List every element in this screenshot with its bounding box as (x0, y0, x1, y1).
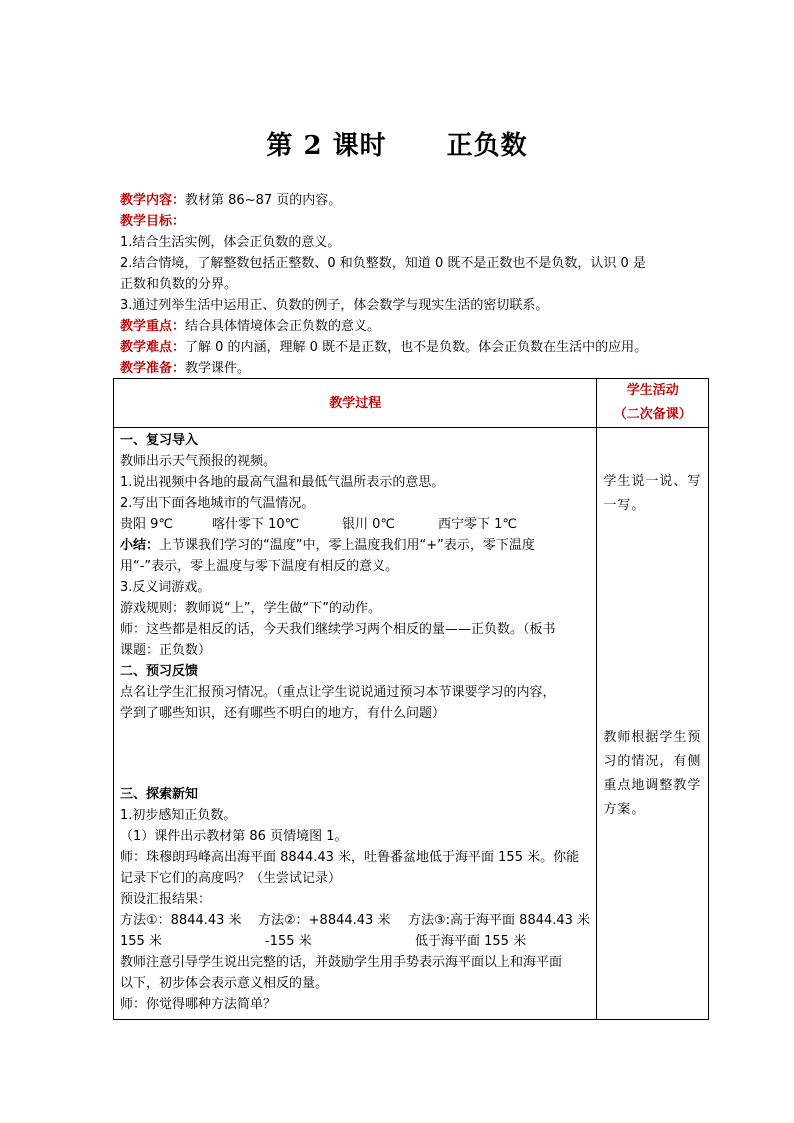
goal-2a: 2.结合情境，了解整数包括正整数、0 和负整数，知道 0 既不是正数也不是负数，认识 0 是 (120, 256, 646, 271)
s1-line-1: 教师出示天气预报的视频。 (120, 454, 277, 469)
method-1: 方法①：8844.43 米 (120, 913, 242, 928)
lesson-process-table (113, 378, 709, 1020)
content-text: 教材第 86~87 页的内容。 (185, 193, 342, 208)
city-temps (120, 514, 590, 535)
lesson-meta (120, 190, 690, 379)
city-kashgar: 喀什零下 10℃ (212, 517, 300, 532)
summary-text-a: 上节课我们学习的“温度”中，零上温度我们用“+”表示，零下温度 (159, 538, 535, 553)
goal-2b: 正数和负数的分界。 (120, 277, 238, 292)
section-1-title: 一、复习导入 (120, 433, 199, 448)
summary-a (120, 535, 590, 556)
s1-line-5: 游戏规则：教师说“上”，学生做“下”的动作。 (120, 601, 381, 616)
method-2: 方法②：+8844.43 米 (258, 913, 391, 928)
table-header-row (114, 379, 709, 428)
s3-line-3a: 师：珠穆朗玛峰高出海平面 8844.43 米，吐鲁番盆地低于海平面 155 米。你能 (120, 850, 580, 865)
s3-line-5b: 以下，初步体会表示意义相反的量。 (120, 976, 329, 991)
goal-1: 1.结合生活实例，体会正负数的意义。 (120, 235, 341, 250)
title-topic: 正负数 (446, 131, 528, 161)
table-body-row (114, 428, 709, 1020)
s3-line-3b: 记录下它们的高度吗？（生尝试记录） (120, 871, 342, 886)
summary-label: 小结： (120, 538, 160, 553)
key-label: 教学重点： (120, 319, 186, 334)
s3-line-5a: 教师注意引导学生说出完整的话，并鼓励学生用手势表示海平面以上和海平面 (120, 955, 563, 970)
method-3: 方法③:高于海平面 8844.43 米 (408, 913, 591, 928)
activity-cell (597, 428, 709, 1020)
s3-line-2: （1）课件出示教材第 86 页情境图 1。 (120, 829, 348, 844)
header-activity-title: 学生活动 (626, 383, 679, 398)
s3-line-4: 预设汇报结果： (120, 892, 212, 907)
header-process: 教学过程 (114, 379, 597, 428)
s2-line-1a: 点名让学生汇报预习情况。（重点让学生说说通过预习本节课要学习的内容， (120, 685, 556, 700)
page-title (0, 125, 794, 162)
section-3-title: 三、探索新知 (120, 787, 199, 802)
s3-line-6: 师：你觉得哪种方法简单？ (120, 997, 277, 1012)
activity-note-1: 学生说一说、写一写。 (603, 474, 702, 513)
key-text: 结合具体情境体会正负数的意义。 (185, 319, 381, 334)
section-2-title: 二、预习反馈 (120, 664, 199, 679)
s1-line-6b: 课题：正负数） (120, 643, 212, 658)
content-label: 教学内容： (120, 193, 186, 208)
s3-line-1: 1.初步感知正负数。 (120, 808, 237, 823)
s1-line-4: 3.反义词游戏。 (120, 580, 211, 595)
diff-text: 了解 0 的内涵，理解 0 既不是正数，也不是负数。体会正负数在生活中的应用。 (185, 340, 648, 355)
diff-label: 教学难点： (120, 340, 186, 355)
summary-b: 用“-”表示，零上温度与零下温度有相反的意义。 (120, 559, 399, 574)
method-3-b: 低于海平面 155 米 (415, 934, 527, 949)
goal-label: 教学目标： (120, 214, 186, 229)
method-2-b: -155 米 (265, 934, 312, 949)
city-yinchuan: 银川 0℃ (342, 517, 396, 532)
s1-line-6a: 师：这些都是相反的话，今天我们继续学习两个相反的量——正负数。（板书 (120, 622, 556, 637)
methods-row-2 (120, 931, 590, 952)
methods-row-1 (120, 910, 590, 931)
process-cell (114, 428, 597, 1020)
s2-line-1b: 学到了哪些知识，还有哪些不明白的地方，有什么问题） (120, 706, 446, 721)
title-lesson: 第 2 课时 (266, 131, 387, 161)
city-guiyang: 贵阳 9℃ (120, 517, 174, 532)
prep-label: 教学准备： (120, 361, 186, 376)
activity-note-2: 教师根据学生预习的情况，有侧重点地调整教学方案。 (603, 730, 702, 817)
prep-text: 教学课件。 (185, 361, 251, 376)
s1-line-2: 1.说出视频中各地的最高气温和最低气温所表示的意思。 (120, 475, 445, 490)
goal-3: 3.通过列举生活中运用正、负数的例子，体会数学与现实生活的密切联系。 (120, 298, 549, 313)
city-xining: 西宁零下 1℃ (438, 517, 518, 532)
method-1-b: 155 米 (120, 934, 162, 949)
s1-line-3: 2.写出下面各地城市的气温情况。 (120, 496, 315, 511)
header-activity (597, 379, 709, 428)
header-activity-sub: （二次备课） (613, 407, 692, 422)
